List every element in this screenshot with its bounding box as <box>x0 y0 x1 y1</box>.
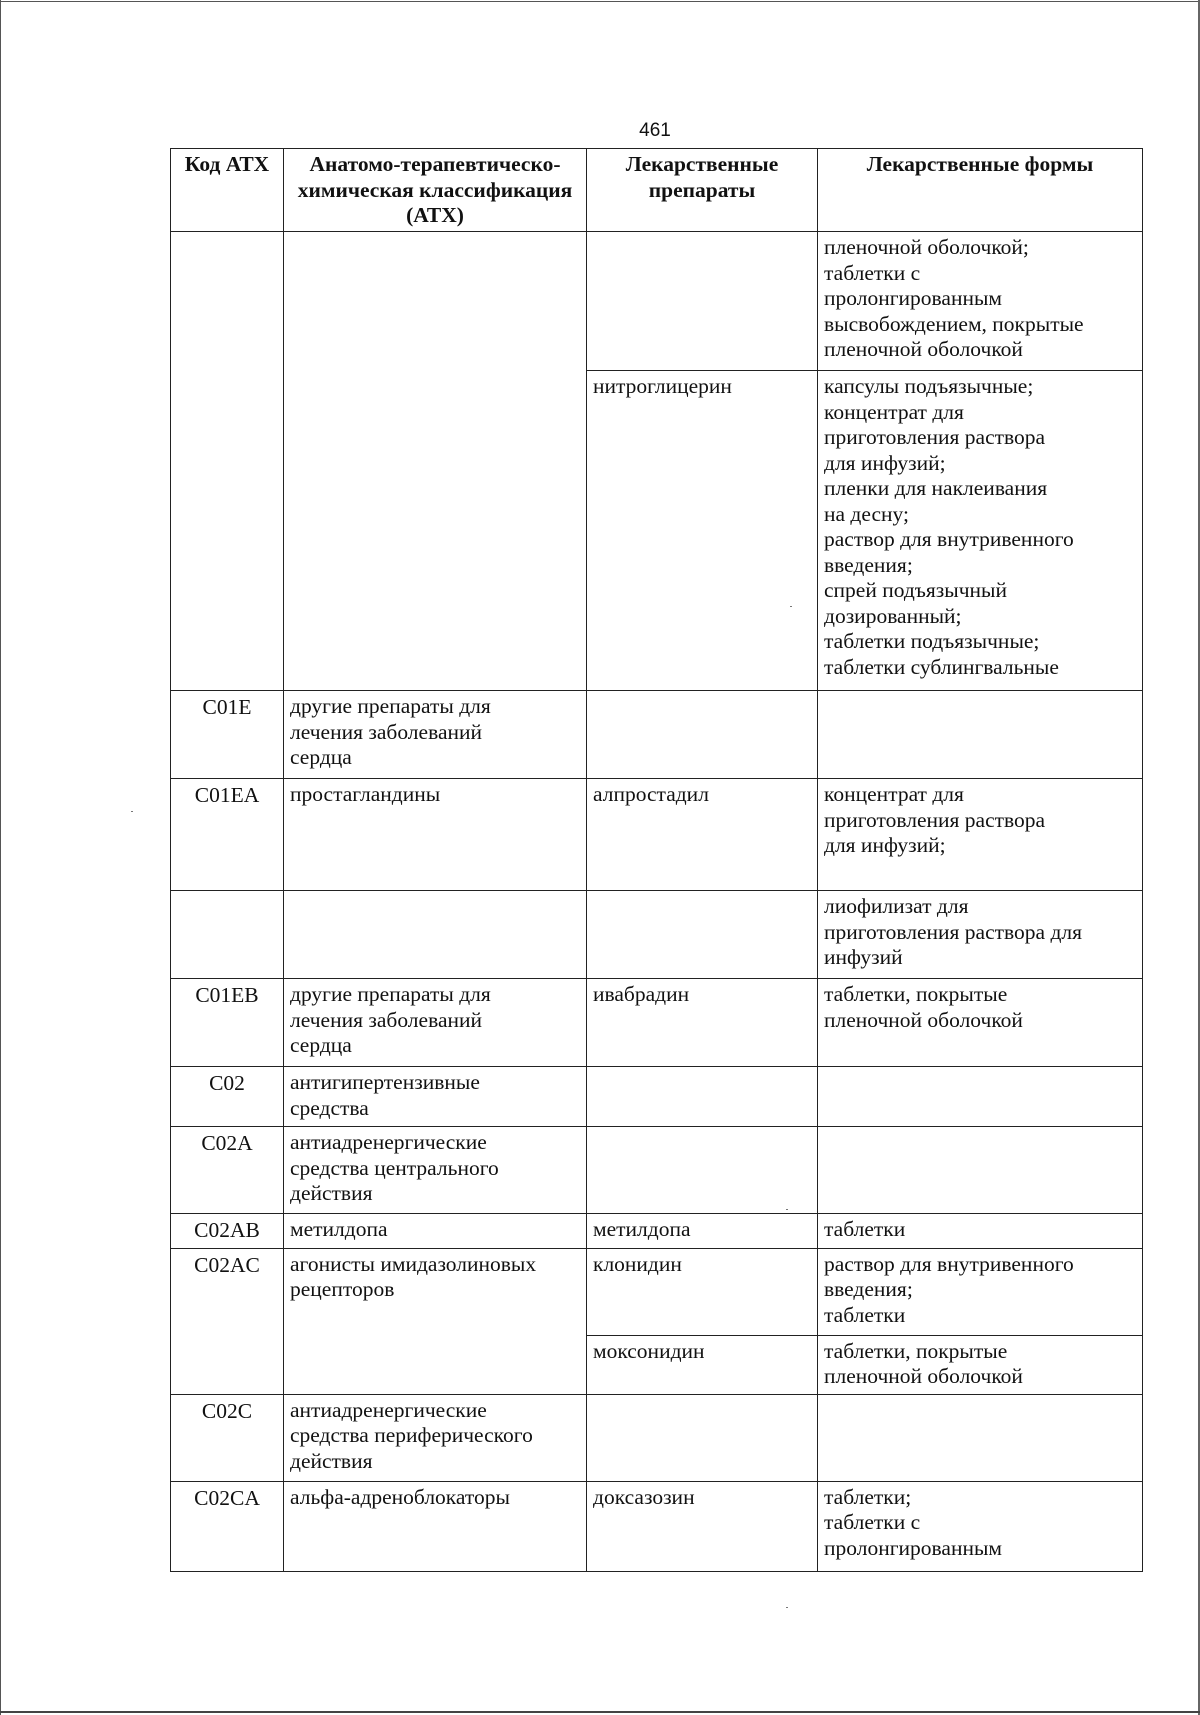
table-row <box>171 1127 1143 1214</box>
cell-drug: моксонидин <box>587 1335 818 1394</box>
cell-drug <box>587 232 818 371</box>
cell-forms <box>818 979 1143 1067</box>
cell-classification <box>284 691 587 779</box>
cell-line: агонисты имидазолиновых <box>290 1251 537 1276</box>
cell-code <box>171 232 284 371</box>
cell-classification <box>284 371 587 691</box>
cell-code: C02 <box>171 1067 284 1127</box>
cell-line: средства <box>290 1095 369 1120</box>
cell-code: C02AC <box>171 1248 284 1335</box>
cell-line: пролонгированным <box>824 286 1003 310</box>
cell-line: действия <box>290 1181 373 1205</box>
cell-forms <box>818 1067 1143 1127</box>
cell-line: сердца <box>290 745 352 769</box>
cell-line: действия <box>290 1448 373 1473</box>
header-forms: Лекарственные формы <box>818 149 1143 232</box>
cell-classification <box>284 1127 587 1214</box>
cell-classification <box>284 1335 587 1394</box>
table-header-row <box>171 149 1143 232</box>
cell-line: лечения заболеваний <box>290 1007 483 1032</box>
cell-forms <box>818 1335 1143 1394</box>
cell-forms <box>818 1481 1143 1571</box>
table-row <box>171 1335 1143 1394</box>
cell-line: лечения заболеваний <box>290 719 483 744</box>
cell-drug <box>587 891 818 979</box>
cell-drug: доксазозин <box>587 1481 818 1571</box>
table-row <box>171 779 1143 891</box>
cell-code: C01EA <box>171 779 284 891</box>
cell-drug <box>587 1127 818 1214</box>
cell-line: раствор для внутривенного <box>824 1251 1074 1276</box>
cell-code <box>171 371 284 691</box>
cell-drug: алпростадил <box>587 779 818 891</box>
cell-line: средства центрального <box>290 1155 499 1180</box>
cell-line: спрей подъязычный <box>824 578 1008 602</box>
cell-line: пленки для наклеивания <box>824 476 1048 500</box>
cell-line: приготовления раствора <box>824 807 1046 832</box>
cell-line: рецепторов <box>290 1277 395 1301</box>
cell-classification <box>284 1394 587 1481</box>
cell-line: антиадренергические <box>290 1130 487 1154</box>
cell-line: таблетки подъязычные; <box>824 629 1040 653</box>
cell-line: средства периферического <box>290 1423 533 1447</box>
cell-line: на десну; <box>824 501 909 526</box>
header-classification: Анатомо-терапевтическо-химическая классификация (АТХ) <box>284 149 587 232</box>
cell-classification <box>284 232 587 371</box>
cell-line: приготовления раствора для <box>824 919 1082 944</box>
cell-line: капсулы подъязычные; <box>824 374 1034 398</box>
cell-code: C02CA <box>171 1481 284 1571</box>
cell-line: другие препараты для <box>290 694 491 718</box>
cell-classification <box>284 779 587 891</box>
cell-drug <box>587 1394 818 1481</box>
scan-border-left <box>0 0 1 1715</box>
table-row <box>171 691 1143 779</box>
table-row <box>171 979 1143 1067</box>
cell-line: таблетки с <box>824 1510 921 1534</box>
cell-code: C01EB <box>171 979 284 1067</box>
cell-forms <box>818 371 1143 691</box>
table-body <box>171 232 1143 1572</box>
cell-drug: нитроглицерин <box>587 371 818 691</box>
cell-line: таблетки <box>824 1217 906 1241</box>
cell-line: дозированный; <box>824 603 962 628</box>
cell-line: введения; <box>824 552 913 577</box>
header-drugs: Лекарственные препараты <box>587 149 818 232</box>
cell-forms <box>818 1394 1143 1481</box>
table-row <box>171 1067 1143 1127</box>
cell-line: пленочной оболочкой <box>824 337 1023 361</box>
cell-line: концентрат для <box>824 782 964 806</box>
table-row <box>171 1214 1143 1249</box>
cell-drug <box>587 691 818 779</box>
scan-border-bottom <box>0 1711 1200 1713</box>
cell-line: таблетки; <box>824 1484 912 1509</box>
cell-forms <box>818 779 1143 891</box>
table-row <box>171 371 1143 691</box>
cell-line: высвобождением, покрытые <box>824 311 1084 336</box>
cell-line: таблетки <box>824 1302 906 1327</box>
cell-forms <box>818 1214 1143 1249</box>
cell-forms <box>818 891 1143 979</box>
cell-line: приготовления раствора <box>824 425 1046 449</box>
cell-line: антигипертензивные <box>290 1070 480 1094</box>
cell-code <box>171 891 284 979</box>
cell-line: таблетки с <box>824 260 921 285</box>
table-row <box>171 891 1143 979</box>
cell-classification <box>284 1248 587 1335</box>
cell-line: лиофилизат для <box>824 894 969 918</box>
cell-forms <box>818 691 1143 779</box>
cell-line: введения; <box>824 1277 913 1301</box>
cell-line: концентрат для <box>824 399 964 424</box>
cell-code: C01E <box>171 691 284 779</box>
cell-line: для инфузий; <box>824 833 946 857</box>
table-row <box>171 1394 1143 1481</box>
cell-classification <box>284 1481 587 1571</box>
table-row <box>171 1248 1143 1335</box>
table-row <box>171 1481 1143 1571</box>
header-code: Код АТХ <box>171 149 284 232</box>
cell-line: таблетки, покрытые <box>824 1338 1008 1363</box>
cell-classification <box>284 891 587 979</box>
cell-line: для инфузий; <box>824 450 946 475</box>
scan-speck <box>131 811 133 812</box>
cell-code: C02AB <box>171 1214 284 1249</box>
cell-line: инфузий <box>824 945 903 969</box>
cell-line: сердца <box>290 1033 352 1057</box>
cell-line: другие препараты для <box>290 982 491 1006</box>
table-row <box>171 232 1143 371</box>
cell-line: пленочной оболочкой; <box>824 235 1029 259</box>
cell-line: антиадренергические <box>290 1397 487 1422</box>
cell-drug: ивабрадин <box>587 979 818 1067</box>
cell-classification <box>284 1067 587 1127</box>
cell-line: пленочной оболочкой <box>824 1007 1023 1032</box>
cell-line: пленочной оболочкой <box>824 1364 1023 1388</box>
cell-drug: метилдопа <box>587 1214 818 1249</box>
cell-classification <box>284 1214 587 1249</box>
cell-line: альфа-адреноблокаторы <box>290 1484 510 1509</box>
cell-line: простагландины <box>290 782 441 806</box>
cell-code <box>171 1335 284 1394</box>
cell-code: C02A <box>171 1127 284 1214</box>
cell-classification <box>284 979 587 1067</box>
cell-code: C02C <box>171 1394 284 1481</box>
cell-line: метилдопа <box>290 1217 388 1241</box>
cell-line: пролонгированным <box>824 1535 1003 1560</box>
cell-line: таблетки, покрытые <box>824 982 1008 1006</box>
cell-line: раствор для внутривенного <box>824 527 1074 551</box>
cell-drug <box>587 1067 818 1127</box>
scan-speck <box>786 1607 788 1608</box>
cell-forms <box>818 1248 1143 1335</box>
cell-forms <box>818 1127 1143 1214</box>
cell-line: таблетки сублингвальные <box>824 654 1059 679</box>
atx-table <box>170 148 1143 1572</box>
cell-drug: клонидин <box>587 1248 818 1335</box>
scan-border-top <box>0 1 1200 2</box>
page-number: 461 <box>639 120 671 141</box>
cell-forms <box>818 232 1143 371</box>
